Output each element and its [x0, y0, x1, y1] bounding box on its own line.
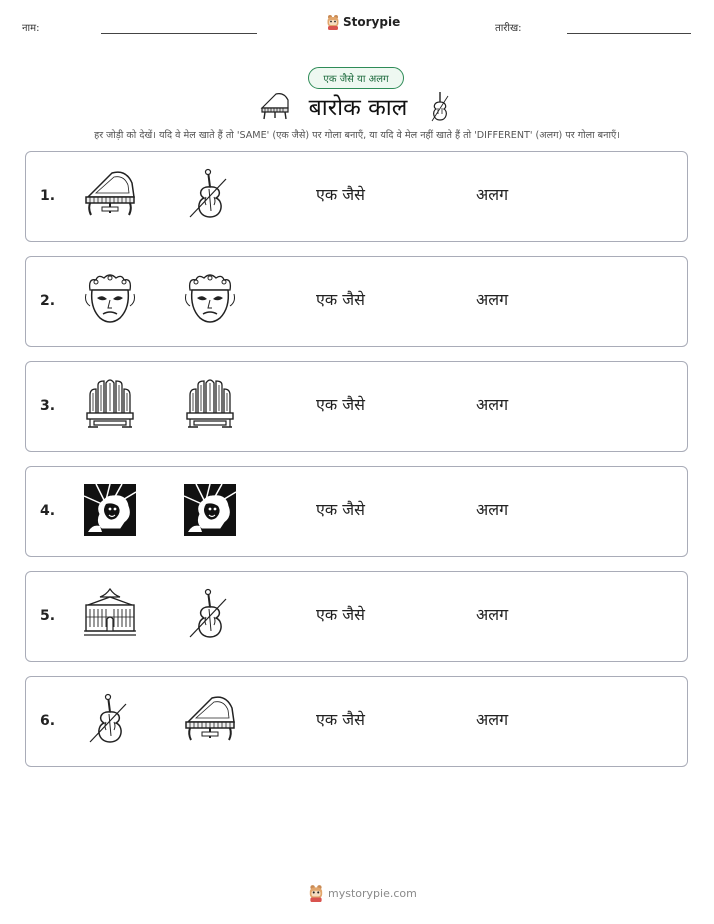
violin-icon [182, 587, 238, 643]
footer [308, 884, 417, 902]
option-same[interactable]: एक जैसे [316, 290, 365, 309]
brand-logo [326, 14, 400, 30]
mask-icon [182, 272, 238, 328]
option-same[interactable]: एक जैसे [316, 605, 365, 624]
piano-icon [82, 167, 138, 223]
question-number: 5. [40, 608, 56, 624]
lion-icon [182, 482, 238, 538]
footer-site-link[interactable]: mystorypie.com [328, 886, 417, 900]
question-row-6 [25, 676, 688, 767]
name-line[interactable] [101, 33, 257, 34]
option-different[interactable]: अलग [476, 290, 509, 309]
option-different[interactable]: अलग [476, 395, 509, 414]
violin-icon [182, 167, 238, 223]
mask-icon [82, 272, 138, 328]
option-different[interactable]: अलग [476, 500, 509, 519]
question-row-5 [25, 571, 688, 662]
date-line[interactable] [567, 33, 691, 34]
option-different[interactable]: अलग [476, 185, 509, 204]
violin-icon [82, 692, 138, 748]
title-violin-icon [430, 90, 450, 124]
question-row-2 [25, 256, 688, 347]
piano-icon [182, 692, 238, 748]
option-same[interactable]: एक जैसे [316, 710, 365, 729]
option-same[interactable]: एक जैसे [316, 185, 365, 204]
page-title: बारोक काल [308, 95, 408, 121]
lion-icon [82, 482, 138, 538]
palace-icon [80, 587, 140, 643]
option-same[interactable]: एक जैसे [316, 500, 365, 519]
name-label: नाम: [22, 23, 40, 34]
question-row-1 [25, 151, 688, 242]
question-row-4 [25, 466, 688, 557]
brand-name: Storypie [343, 15, 401, 29]
worksheet-type-badge: एक जैसे या अलग [308, 67, 404, 89]
option-different[interactable]: अलग [476, 605, 509, 624]
question-number: 4. [40, 503, 56, 519]
instructions-text: हर जोड़ी को देखें। यदि वे मेल खाते हैं तो 'SAME' (एक जैसे) पर गोला बनाएँ, या यदि वे मेल नहीं खाते हैं तो 'DIFFERENT' (अलग) पर गोला बनाएँ। [94, 130, 620, 141]
question-number: 3. [40, 398, 56, 414]
question-row-3 [25, 361, 688, 452]
question-number: 2. [40, 293, 56, 309]
storypie-mascot-icon [326, 14, 340, 30]
date-label: तारीख: [495, 23, 522, 34]
question-number: 6. [40, 713, 56, 729]
storypie-mascot-icon [308, 884, 324, 902]
organ-icon [182, 377, 238, 433]
title-piano-icon [258, 88, 292, 122]
organ-icon [82, 377, 138, 433]
option-different[interactable]: अलग [476, 710, 509, 729]
option-same[interactable]: एक जैसे [316, 395, 365, 414]
question-number: 1. [40, 188, 56, 204]
